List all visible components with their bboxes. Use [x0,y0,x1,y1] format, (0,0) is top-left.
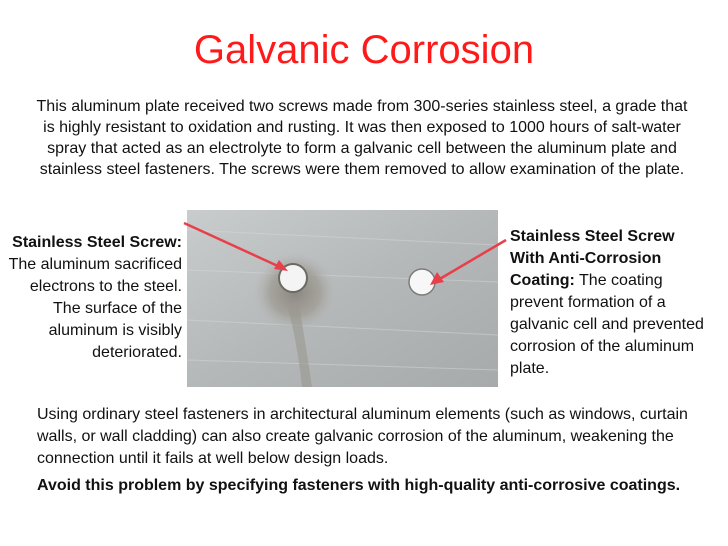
bottom-recommendation: Avoid this problem by specifying fasteners with high-quality anti-corrosive coatings. [37,477,681,494]
left-arrow [180,215,300,285]
right-caption-body: The coating prevent formation of a galvanic cell and prevented corrosion of the aluminum plate. [510,272,704,377]
right-caption-heading: Stainless Steel Screw With Anti-Corrosion Coating: [510,228,675,289]
right-caption [510,226,710,380]
intro-paragraph: This aluminum plate received two screws made from 300-series stainless steel, a grade that is highly resistant to oxidation and rusting. It was then exposed to 1000 hours of salt-water spray that acted as an electrolyte to form a galvanic cell between the aluminum plate and stainless steel fasteners. The screws were them removed to allow examination of the plate. [36,98,688,178]
left-caption [6,232,182,364]
right-arrow [420,238,510,288]
left-caption-body: The aluminum sacrificed electrons to the steel. The surface of the aluminum is visibly deteriorated. [8,256,182,361]
slide-title: Galvanic Corrosion [193,28,535,72]
left-caption-heading: Stainless Steel Screw: [12,234,182,251]
bottom-paragraph: Using ordinary steel fasteners in architectural aluminum elements (such as windows, curtain walls, or wall cladding) can also create galvanic corrosion of the aluminum, weakening the connection until it fails at well below design loads. [37,406,688,467]
